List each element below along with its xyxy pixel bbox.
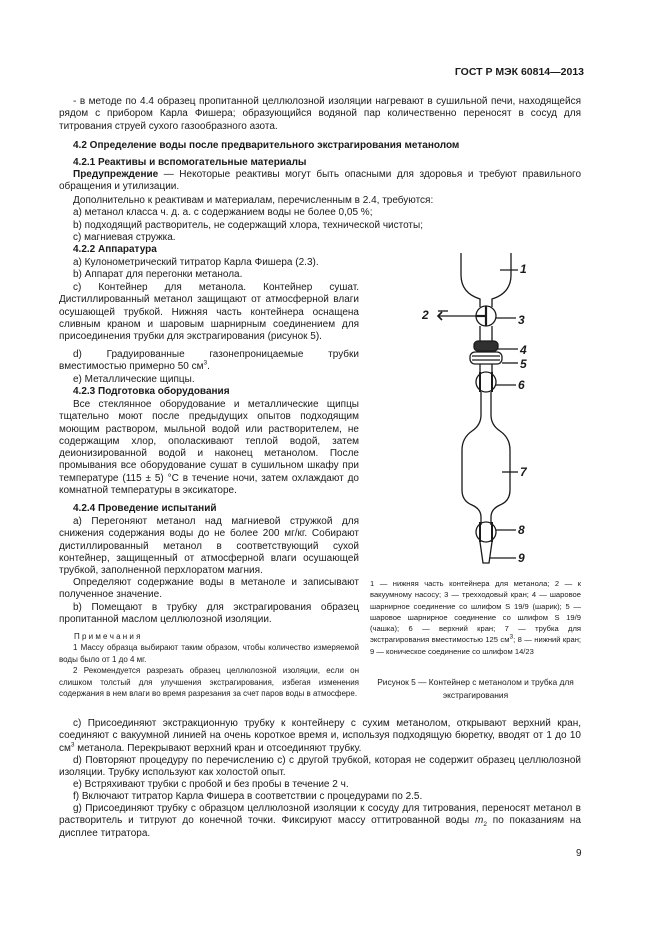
reagents-intro: Дополнительно к реактивам и материалам, перечисленным в 2.4, требуются: bbox=[73, 195, 434, 206]
figure-5-caption: Рисунок 5 — Контейнер с метанолом и трубка для экстрагирования bbox=[377, 677, 574, 700]
figure-label-1: 1 bbox=[520, 262, 527, 276]
figure-label-2: 2 bbox=[422, 308, 429, 322]
apparatus-a: a) Кулонометрический титратор Карла Фишера (2.3). bbox=[73, 257, 319, 268]
conical-joint bbox=[480, 542, 492, 563]
document-code: ГОСТ Р МЭК 60814—2013 bbox=[454, 66, 584, 78]
page-number: 9 bbox=[576, 848, 582, 859]
section-4-2-heading: 4.2 Определение воды после предварительного экстрагирования метанолом bbox=[73, 140, 460, 151]
procedure-a: a) Перегоняют метанол над магниевой стружкой для снижения содержания воды до не более 200 мг/кг. Собирают дистиллированный метанол в соответствующий сухой контейнер, защищенный от атмосферной влаги осушающей трубкой, заполненной перхлоратом магния. bbox=[59, 516, 359, 577]
reagent-a: a) метанол класса ч. д. а. с содержанием воды не более 0,05 %; bbox=[73, 207, 373, 218]
figure-label-4: 4 bbox=[520, 343, 527, 357]
figure-legend-text: 1 — нижняя часть контейнера для метанола; 2 — к вакуумному насосу; 3 — трехходовый кран; 4 — шаровое шарнирное соединение со шлифом S 19/9 (шарик); 5 — шаровое шарнирное соединение со шлифом S 19/9 (чашка); 6 — верхний кран; 7 — трубка для экстрагирования вместимостью 125 см bbox=[370, 579, 581, 645]
procedure-d: d) Повторяют процедуру по перечислению c) с другой трубкой, которая не содержит образец целлюлозной изоляции. Трубку используют как холостой опыт. bbox=[59, 755, 581, 779]
procedure-e: e) Встряхивают трубки с пробой и без пробы в течение 2 ч. bbox=[73, 779, 349, 790]
note-2: 2 Рекомендуется разрезать образец целлюлозной изоляции, если он слишком толстый для улучшения экстрагирования, избегая изменения содержания в нем влаги во время разрезания за счет паров воды в атмосфере. bbox=[59, 666, 359, 698]
procedure-c bbox=[59, 718, 581, 755]
procedure-c-text: c) Присоединяют экстракционную трубку к контейнеру с сухим метанолом, открывают верхний кран, соединяют с вакуумной линией на очень короткое время и, используя подходящую бюретку, вводят от 1 до 10 см bbox=[59, 718, 581, 754]
apparatus-b: b) Аппарат для перегонки метанола. bbox=[73, 269, 243, 280]
procedure-g-sub: 2 bbox=[483, 821, 487, 829]
figure-5-apparatus bbox=[400, 245, 570, 575]
reagent-b: b) подходящий растворитель, не содержащий хлора, технической чистоты; bbox=[73, 220, 423, 231]
figure-label-9: 9 bbox=[518, 551, 525, 565]
section-4-2-2-heading: 4.2.2 Аппаратура bbox=[73, 244, 157, 255]
procedure-g-text: g) Присоединяют трубку с образцом целлюлозной изоляции к сосуду для титрования, переносят метанол в растворитель и титруют до конечной точки. Фиксируют массу оттитрованной воды bbox=[59, 803, 581, 827]
intro-paragraph: - в методе по 4.4 образец пропитанной целлюлозной изоляции нагревают в сушильной печи, находящейся рядом с прибором Карла Фишера; образующийся водяной пар количественно переносят в сосуд для титрования струей сухого газообразного азота. bbox=[59, 96, 581, 132]
warning-paragraph bbox=[59, 169, 581, 194]
apparatus-d bbox=[59, 349, 359, 374]
figure-legend-sup: 3 bbox=[509, 633, 514, 641]
figure-5-legend bbox=[370, 578, 581, 657]
figure-label-8: 8 bbox=[518, 523, 525, 537]
section-4-2-1-heading: 4.2.1 Реактивы и вспомогательные материалы bbox=[73, 157, 307, 168]
apparatus-d-end: . bbox=[207, 361, 210, 373]
procedure-determine: Определяют содержание воды в метаноле и записывают полученное значение. bbox=[59, 577, 359, 601]
apparatus-c: c) Контейнер для метанола. Контейнер сушат. Дистиллированный метанол защищают от атмосферной влаги осушающей трубкой. Нижняя часть контейнера оснащена сливным краном и шаровым шарнирным соединением для присоединения трубки для экстрагирования (рисунок 5). bbox=[59, 282, 359, 343]
note-1: 1 Массу образца выбирают таким образом, чтобы количество измеряемой воды было от 1 до 4 мг. bbox=[59, 643, 359, 664]
figure-label-3: 3 bbox=[518, 313, 525, 327]
ball-joint-cup bbox=[470, 352, 502, 364]
procedure-c-sup: 3 bbox=[70, 741, 75, 749]
procedure-f: f) Включают титратор Карла Фишера в соответствии с процедурами по 2.5. bbox=[73, 791, 423, 802]
warning-text: — Некоторые реактивы могут быть опасными для здоровья и требуют правильного обращения и утилизации. bbox=[59, 169, 581, 193]
procedure-b: b) Помещают в трубку для экстрагирования образец пропитанной маслом целлюлозной изоляции. bbox=[59, 602, 359, 626]
ball-joint-ball bbox=[474, 341, 498, 351]
figure-label-7: 7 bbox=[520, 465, 527, 479]
figure-label-5: 5 bbox=[520, 357, 527, 371]
procedure-c-text-end: метанола. Перекрывают верхний кран и отсоединяют трубку. bbox=[74, 742, 362, 754]
apparatus-d-text: d) Градуированные газонепроницаемые трубки вместимостью примерно 50 см bbox=[59, 349, 359, 373]
apparatus-e: e) Металлические щипцы. bbox=[73, 374, 195, 385]
figure-label-6: 6 bbox=[518, 378, 525, 392]
container-lower-part bbox=[461, 253, 480, 307]
procedure-g bbox=[59, 803, 581, 840]
section-4-2-3-heading: 4.2.3 Подготовка оборудования bbox=[73, 386, 230, 397]
apparatus-d-sup: 3 bbox=[203, 359, 208, 367]
reagent-c: c) магниевая стружка. bbox=[73, 232, 176, 243]
procedure-g-text-end: по показаниям на дисплее титратора. bbox=[59, 815, 581, 839]
section-4-2-4-heading: 4.2.4 Проведение испытаний bbox=[73, 503, 217, 514]
preparation-text: Все стеклянное оборудование и металлические щипцы тщательно моют после предыдущих опытов подходящим моющим раствором, мыльной водой или растворителем, не содержащим хлор, ополаскивают теплой водой, затем деионизированной водой и наконец метанолом. После промывания все оборудование сушат в сушильном шкафу при температуре (115 ± 5) °С в течение ночи, затем охлаждают до комнатной температуры в эксикаторе. bbox=[59, 399, 359, 497]
warning-label: Предупреждение bbox=[73, 169, 159, 180]
procedure-g-var: m bbox=[475, 815, 484, 827]
figure-legend-text-end: ; 8 — нижний кран; 9 — коническое соединение со шлифом 14/23 bbox=[370, 635, 581, 656]
extraction-tube bbox=[462, 392, 481, 525]
notes-title: П р и м е ч а н и я bbox=[74, 632, 141, 641]
